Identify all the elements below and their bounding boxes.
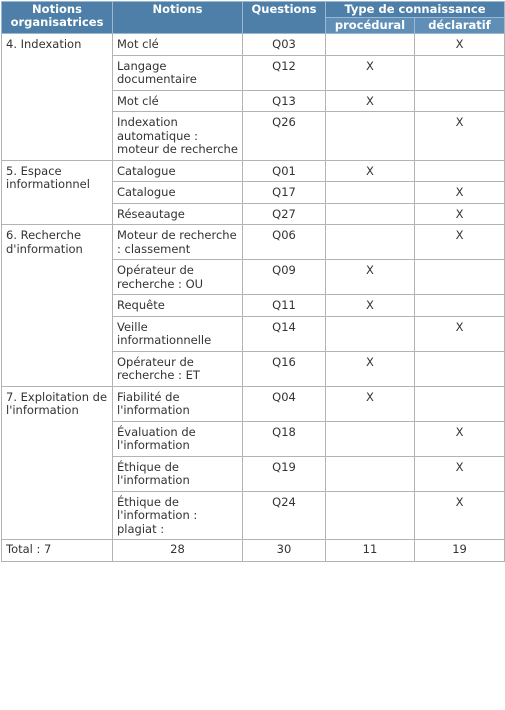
notion-cell: Langage documentaire: [113, 55, 243, 90]
procedural-cell: X: [326, 295, 415, 317]
total-procedural: 11: [326, 540, 415, 562]
notion-cell: Moteur de recherche : classement: [113, 225, 243, 260]
declaratif-cell: X: [415, 34, 505, 56]
table-row: [2, 225, 505, 260]
notion-cell: Fiabilité de l'information: [113, 386, 243, 421]
declaratif-cell: X: [415, 456, 505, 491]
declaratif-cell: X: [415, 491, 505, 540]
procedural-cell: X: [326, 351, 415, 386]
total-label: Total : 7: [2, 540, 113, 562]
notion-cell: Évaluation de l'information: [113, 421, 243, 456]
procedural-cell: X: [326, 90, 415, 112]
procedural-cell: [326, 491, 415, 540]
notion-cell: Mot clé: [113, 90, 243, 112]
table-row: [2, 160, 505, 182]
notion-cell: Catalogue: [113, 160, 243, 182]
declaratif-cell: [415, 90, 505, 112]
question-cell: Q01: [243, 160, 326, 182]
header-declaratif: déclaratif: [415, 18, 505, 34]
declaratif-cell: X: [415, 112, 505, 161]
question-cell: Q12: [243, 55, 326, 90]
group-label: 6. Recherche d'information: [2, 225, 113, 387]
total-declaratif: 19: [415, 540, 505, 562]
notion-cell: Requête: [113, 295, 243, 317]
question-cell: Q03: [243, 34, 326, 56]
question-cell: Q06: [243, 225, 326, 260]
group-label: 4. Indexation: [2, 34, 113, 161]
notion-cell: Opérateur de recherche : OU: [113, 260, 243, 295]
header-notions: Notions: [113, 2, 243, 34]
notion-cell: Indexation automatique : moteur de recherche: [113, 112, 243, 161]
group-label: 5. Espace informationnel: [2, 160, 113, 225]
question-cell: Q16: [243, 351, 326, 386]
procedural-cell: [326, 182, 415, 204]
question-cell: Q18: [243, 421, 326, 456]
notion-cell: Catalogue: [113, 182, 243, 204]
procedural-cell: X: [326, 55, 415, 90]
total-row: [2, 540, 505, 562]
header-type-de-connaissance: Type de connaissance: [326, 2, 505, 18]
table-body: [2, 34, 505, 540]
procedural-cell: X: [326, 160, 415, 182]
declaratif-cell: X: [415, 225, 505, 260]
declaratif-cell: X: [415, 182, 505, 204]
declaratif-cell: [415, 295, 505, 317]
procedural-cell: [326, 34, 415, 56]
group-label: 7. Exploitation de l'information: [2, 386, 113, 540]
procedural-cell: [326, 316, 415, 351]
question-cell: Q14: [243, 316, 326, 351]
question-cell: Q19: [243, 456, 326, 491]
declaratif-cell: X: [415, 203, 505, 225]
question-cell: Q27: [243, 203, 326, 225]
notion-cell: Éthique de l'information: [113, 456, 243, 491]
procedural-cell: X: [326, 260, 415, 295]
procedural-cell: [326, 456, 415, 491]
question-cell: Q04: [243, 386, 326, 421]
declaratif-cell: [415, 55, 505, 90]
total-notions: 28: [113, 540, 243, 562]
notion-cell: Réseautage: [113, 203, 243, 225]
notion-cell: Éthique de l'information : plagiat :: [113, 491, 243, 540]
question-cell: Q13: [243, 90, 326, 112]
table-row: [2, 386, 505, 421]
declaratif-cell: [415, 386, 505, 421]
table-header: [2, 2, 505, 34]
table-row: [2, 34, 505, 56]
question-cell: Q17: [243, 182, 326, 204]
notion-cell: Mot clé: [113, 34, 243, 56]
procedural-cell: [326, 421, 415, 456]
procedural-cell: X: [326, 386, 415, 421]
header-notions-organisatrices: Notions organisatrices: [2, 2, 113, 34]
declaratif-cell: [415, 160, 505, 182]
header-questions: Questions: [243, 2, 326, 34]
question-cell: Q11: [243, 295, 326, 317]
declaratif-cell: X: [415, 316, 505, 351]
declaratif-cell: X: [415, 421, 505, 456]
declaratif-cell: [415, 260, 505, 295]
question-cell: Q09: [243, 260, 326, 295]
total-questions: 30: [243, 540, 326, 562]
knowledge-type-table: [1, 1, 505, 562]
notion-cell: Veille informationnelle: [113, 316, 243, 351]
procedural-cell: [326, 203, 415, 225]
procedural-cell: [326, 225, 415, 260]
procedural-cell: [326, 112, 415, 161]
notion-cell: Opérateur de recherche : ET: [113, 351, 243, 386]
header-procedural: procédural: [326, 18, 415, 34]
question-cell: Q24: [243, 491, 326, 540]
declaratif-cell: [415, 351, 505, 386]
question-cell: Q26: [243, 112, 326, 161]
